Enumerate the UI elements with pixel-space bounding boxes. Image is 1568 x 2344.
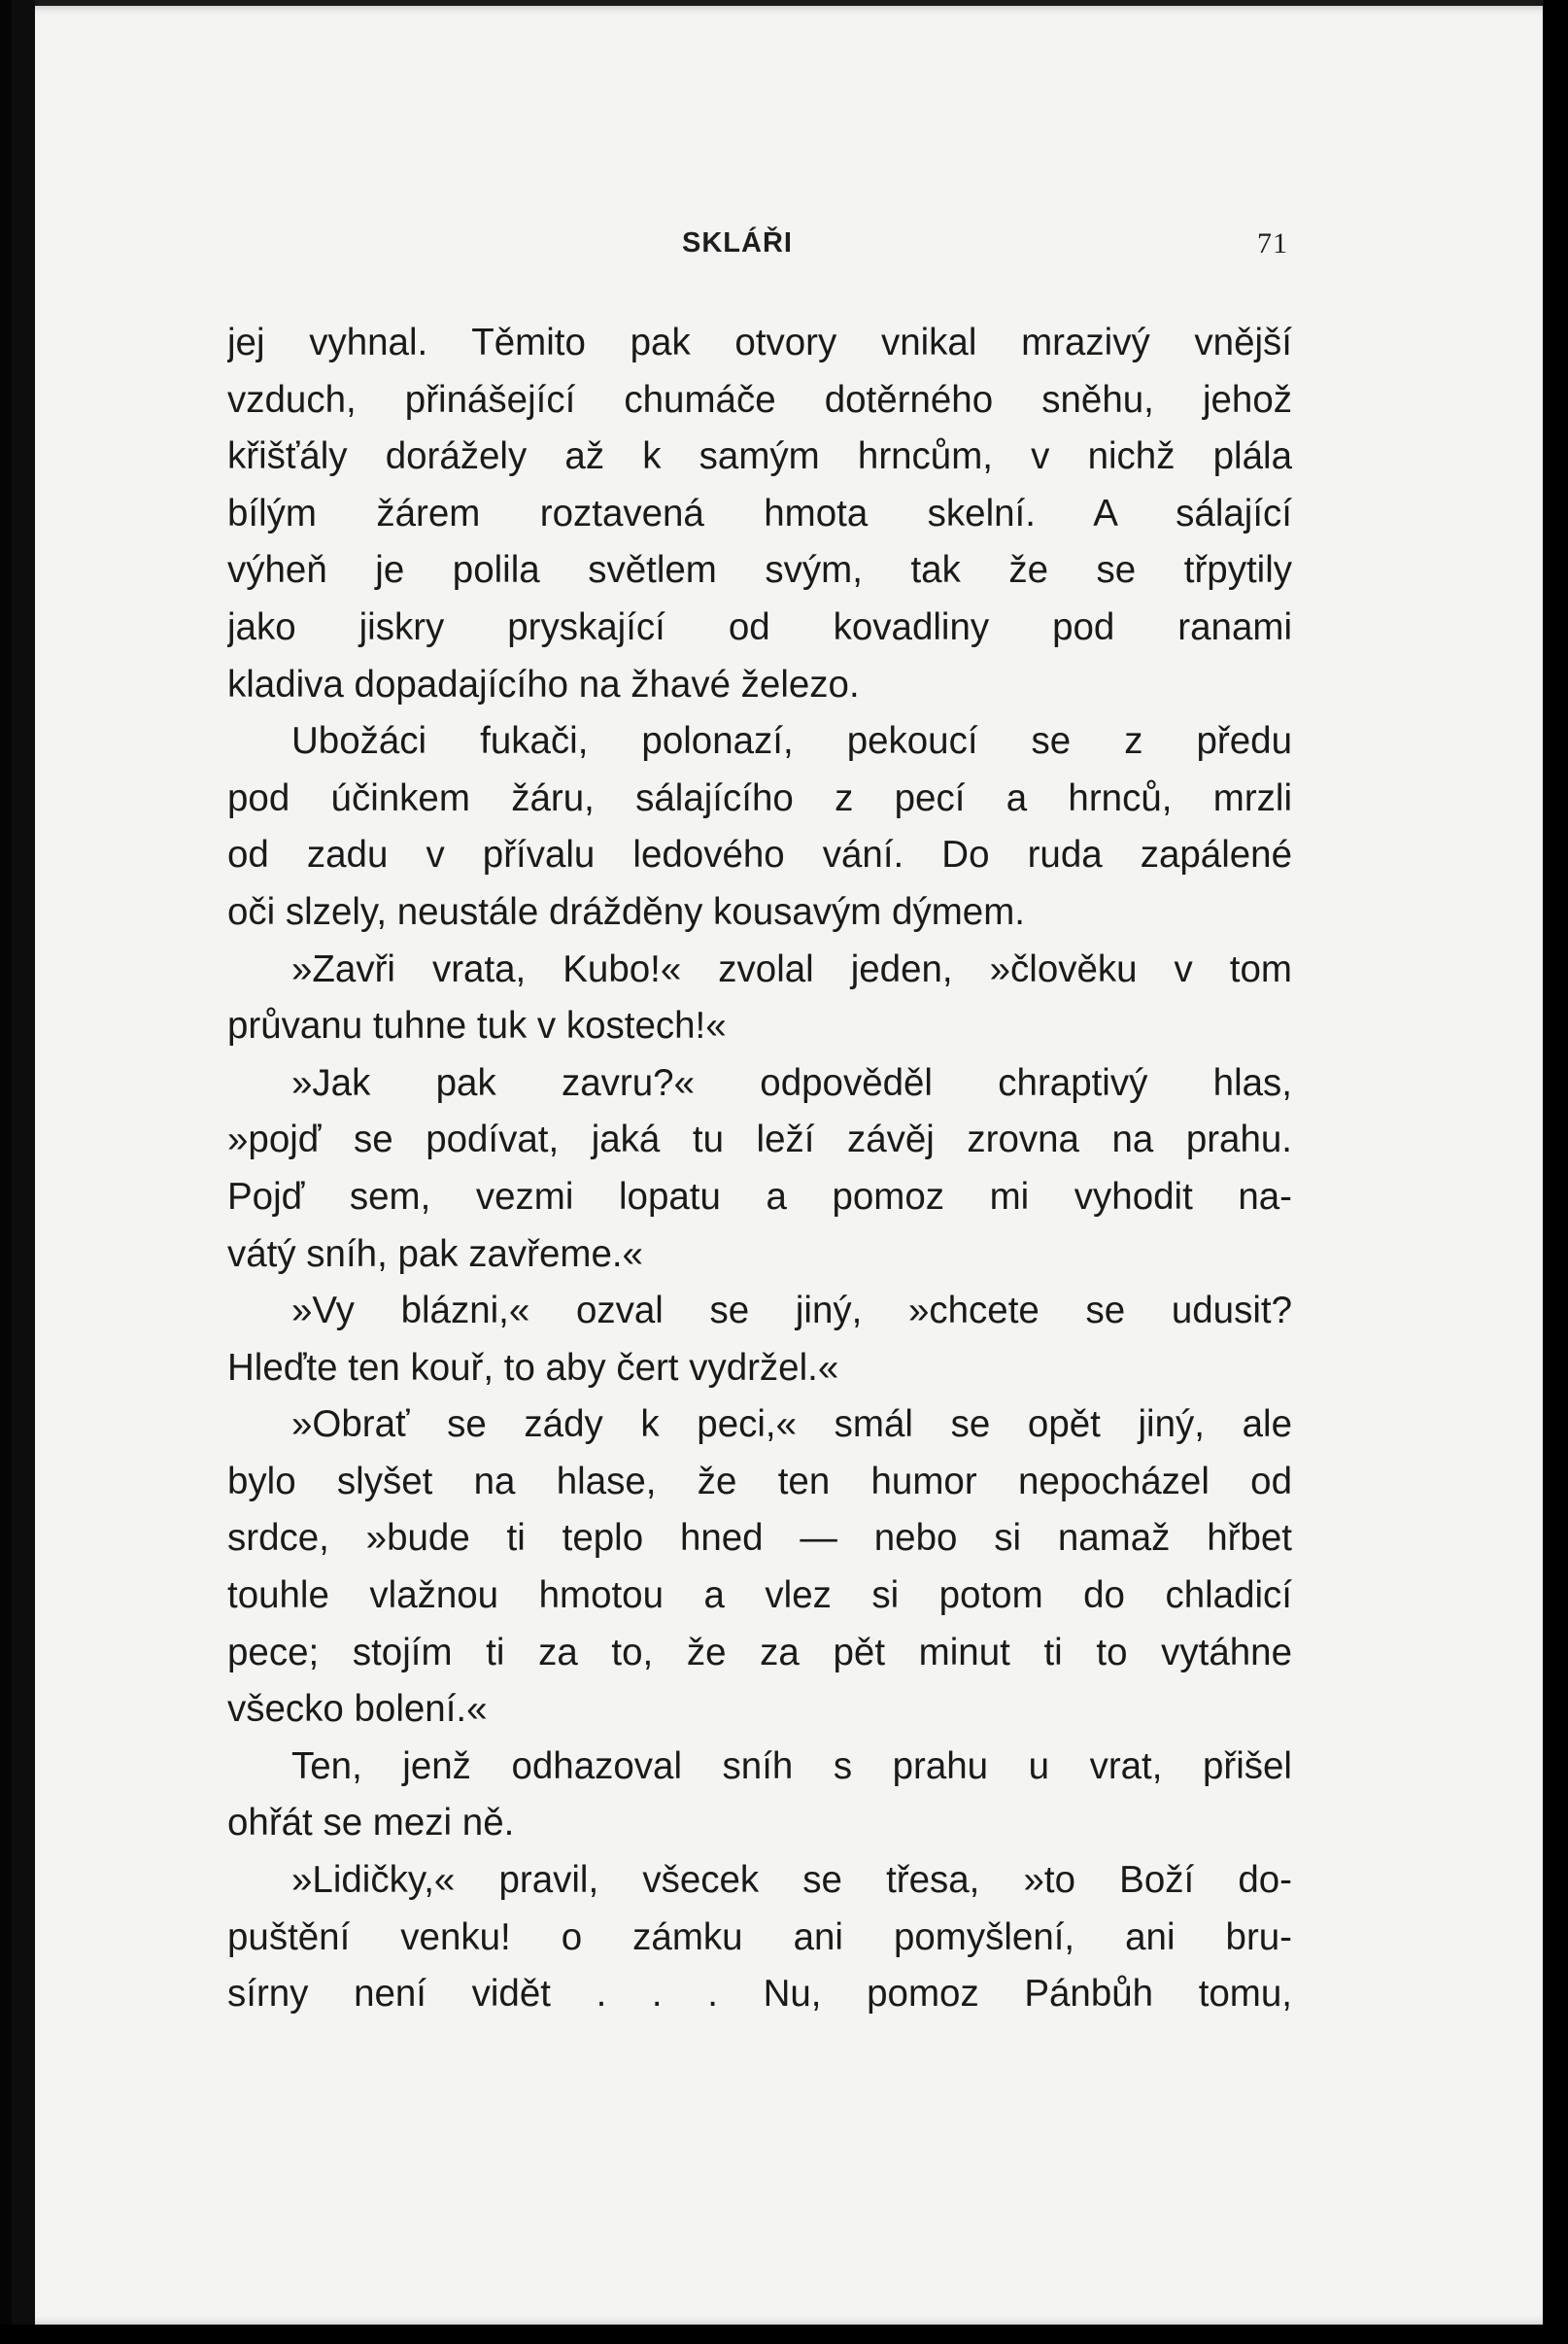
page-number: 71	[1257, 227, 1288, 259]
text-line: průvanu tuhne tuk v kostech!«	[227, 1005, 727, 1048]
binding-marks	[0, 0, 19, 2344]
text-line: kladiva dopadajícího na žhavé železo.	[227, 663, 860, 706]
text-line: srdce, »bude ti teplo hned — nebo si namaž hřbet	[227, 1517, 1292, 1560]
text-line: jej vyhnal. Těmito pak otvory vnikal mrazivý vnější	[227, 322, 1292, 363]
text-line: vátý sníh, pak zavřeme.«	[227, 1232, 643, 1275]
text-line: sírny není vidět . . . Nu, pomoz Pánbůh tomu,	[227, 1973, 1292, 2016]
text-line: »Obrať se zády k peci,« smál se opět jiný, ale	[291, 1403, 1292, 1446]
text-line: výheň je polila světlem svým, tak že se třpytily	[227, 549, 1292, 592]
text-line: bylo slyšet na hlase, že ten humor nepocházel od	[227, 1460, 1292, 1502]
scan-right-edge	[1543, 0, 1568, 2344]
text-line: »pojď se podívat, jaká tu leží závěj zrovna na prahu.	[227, 1119, 1292, 1161]
scan-bottom-edge	[0, 2325, 1568, 2344]
page-header	[229, 227, 1288, 276]
text-line: vzduch, přinášející chumáče dotěrného sněhu, jehož	[227, 378, 1292, 421]
text-line: »Lidičky,« pravil, všecek se třesa, »to Boží do-	[291, 1859, 1292, 1902]
text-line: Ubožáci fukači, polonazí, pekoucí se z předu	[291, 720, 1292, 763]
text-line: touhle vlažnou hmotou a vlez si potom do chladicí	[227, 1574, 1292, 1617]
text-line: »Vy blázni,« ozval se jiný, »chcete se udusit?	[291, 1290, 1292, 1332]
text-line: »Zavři vrata, Kubo!« zvolal jeden, »člověku v tom	[291, 948, 1292, 990]
book-page	[10, 6, 1543, 2325]
text-line: Hleďte ten kouř, to aby čert vydržel.«	[227, 1346, 839, 1389]
text-line: pod účinkem žáru, sálajícího z pecí a hrnců, mrzli	[227, 776, 1292, 819]
text-line: ohřát se mezi ně.	[227, 1802, 515, 1844]
text-line: Pojď sem, vezmi lopatu a pomoz mi vyhodit na-	[227, 1175, 1292, 1218]
text-line: Ten, jenž odhazoval sníh s prahu u vrat, přišel	[291, 1744, 1292, 1787]
body-text	[227, 315, 1292, 2023]
text-line: puštění venku! o zámku ani pomyšlení, ani bru-	[227, 1915, 1292, 1958]
text-line: křišťály dorážely až k samým hrncům, v nichž plála	[227, 435, 1292, 478]
text-line: jako jiskry pryskající od kovadliny pod ranami	[227, 605, 1292, 648]
text-line: »Jak pak zavru?« odpověděl chraptivý hlas,	[291, 1061, 1292, 1104]
text-line: bílým žárem roztavená hmota skelní. A sálající	[227, 492, 1292, 534]
text-line: oči slzely, neustále drážděny kousavým dýmem.	[227, 890, 1025, 933]
text-line: pece; stojím ti za to, že za pět minut ti to vytáhne	[227, 1631, 1292, 1673]
running-title: SKLÁŘI	[682, 227, 793, 259]
text-line: všecko bolení.«	[227, 1688, 488, 1731]
text-line: od zadu v přívalu ledového vání. Do ruda zapálené	[227, 834, 1292, 877]
